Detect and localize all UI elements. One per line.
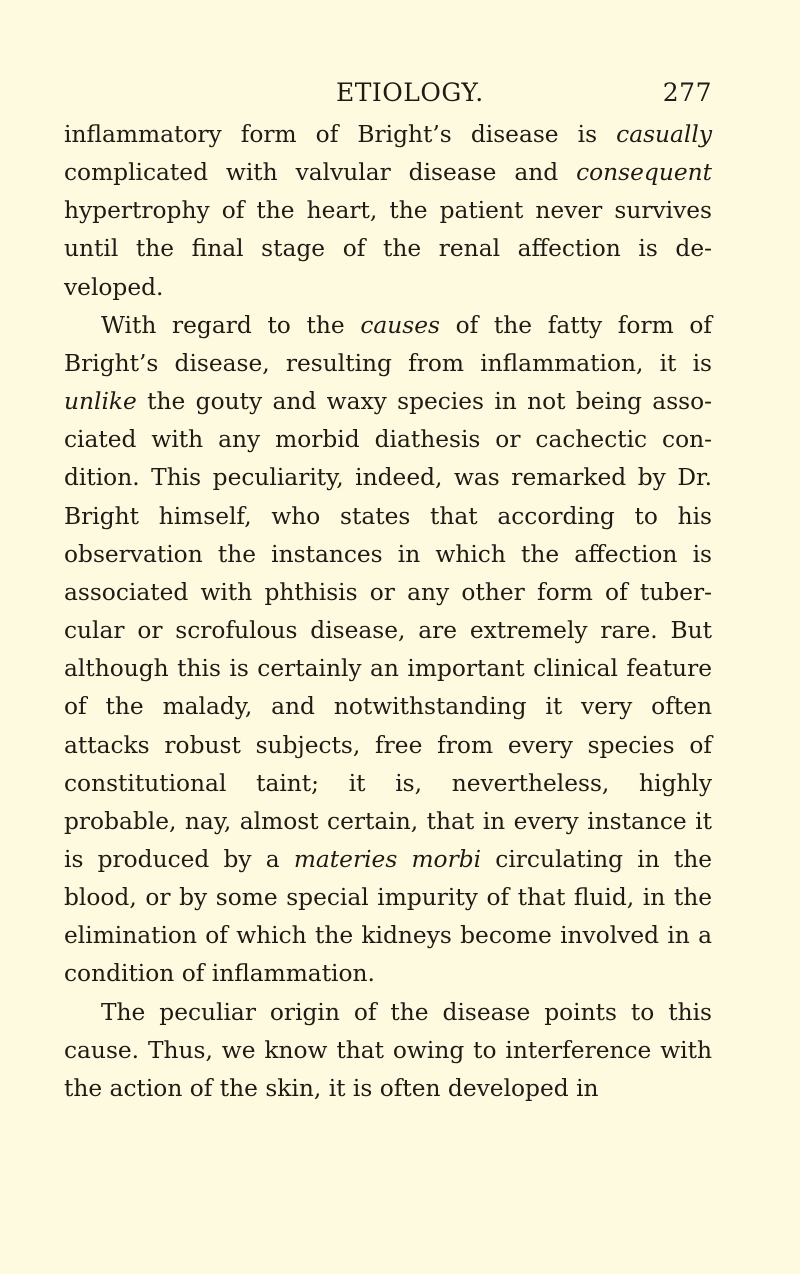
text-run: inflammatory form of Bright’s disease is <box>64 121 617 148</box>
text-run: complicated with valvular disease and <box>64 159 577 187</box>
italic-text: casually <box>616 121 712 148</box>
paragraph <box>64 116 712 307</box>
italic-text: causes <box>360 311 440 339</box>
running-head <box>64 70 712 114</box>
text-run: circulating in the blood, or by some special impurity of that fluid, in the elimination of which the kidneys become involved in a condition of inflammation. <box>64 845 712 988</box>
paragraph <box>64 994 712 1108</box>
text-run: With regard to the <box>101 311 361 339</box>
paragraph <box>64 307 712 994</box>
italic-text: materies morbi <box>293 845 482 873</box>
italic-text: unlike <box>64 388 137 416</box>
body-text <box>64 116 712 1108</box>
text-run: the gouty and waxy species in not being asso-ciated with any morbid diathesis or cachectic con-dition. This peculiarity, indeed, was remarked by Dr. Bright himself, who states that according to his observation the instances in which the affection is associated with phthisis or any other form of tuber-cular or scrofulous disease, are extremely rare. But although this is certainly an important clinical feature of the malady, and notwithstanding it very often attacks robust subjects, free from every species of constitutional taint; it is, nevertheless, highly probable, nay, almost certain, that in every instance it is produced by a <box>64 388 712 873</box>
text-run: The peculiar origin of the disease points to this cause. Thus, we know that owing to interference with the action of the skin, it is often developed in <box>64 998 712 1102</box>
text-run: of the fatty form of Bright’s disease, resulting from inflammation, it is <box>64 311 712 377</box>
chapter-title: ETIOLOGY. <box>336 78 484 107</box>
book-page <box>64 70 712 1108</box>
italic-text: consequent <box>576 159 712 187</box>
page-number: 277 <box>662 78 712 107</box>
text-run: hypertrophy of the heart, the patient never survives until the final stage of the renal affection is de-veloped. <box>64 197 712 301</box>
